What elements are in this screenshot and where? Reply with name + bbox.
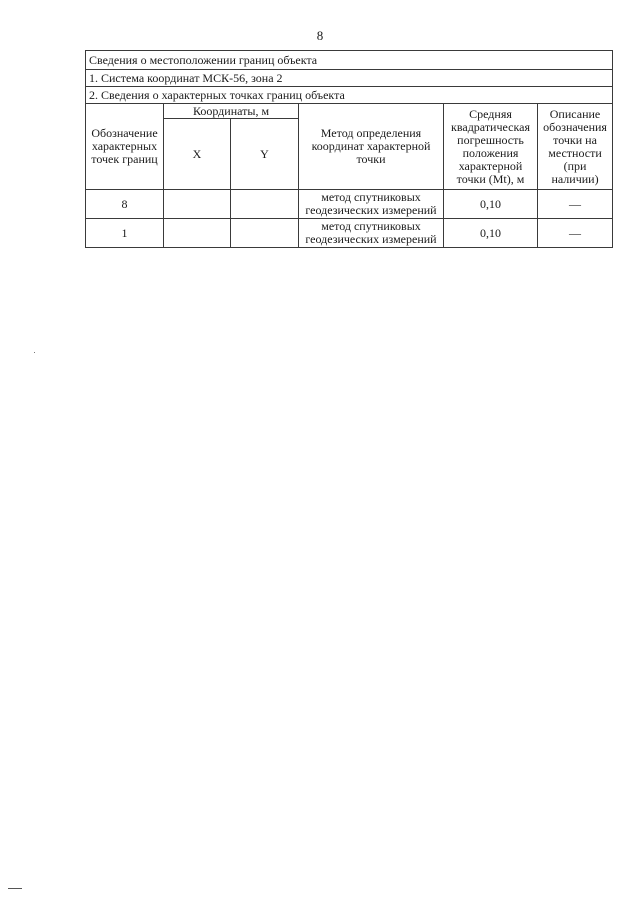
header-x: X: [164, 119, 231, 190]
point-method: метод спутниковых геодезических измерений: [299, 219, 444, 248]
scan-speck: [34, 352, 35, 353]
table-row: [86, 190, 613, 219]
point-x: [164, 190, 231, 219]
table-title: Сведения о местоположении границ объекта: [86, 51, 613, 70]
header-y: Y: [231, 119, 299, 190]
point-designation: 1: [86, 219, 164, 248]
boundary-points-table: [85, 50, 613, 248]
point-error: 0,10: [444, 219, 538, 248]
header-method: Метод определения координат характерной точки: [299, 104, 444, 190]
point-description: —: [538, 190, 613, 219]
point-y: [231, 190, 299, 219]
points-section-line: 2. Сведения о характерных точках границ объекта: [86, 87, 613, 104]
header-designation: Обозначение характерных точек границ: [86, 104, 164, 190]
point-x: [164, 219, 231, 248]
table-row: [86, 219, 613, 248]
point-method: метод спутниковых геодезических измерений: [299, 190, 444, 219]
point-error: 0,10: [444, 190, 538, 219]
scan-mark: [8, 888, 22, 889]
coordinate-system-line: 1. Система координат МСК-56, зона 2: [86, 70, 613, 87]
point-designation: 8: [86, 190, 164, 219]
header-description: Описание обозначения точки на местности (при наличии): [538, 104, 613, 190]
header-coordinates: Координаты, м: [164, 104, 299, 119]
page-number: 8: [316, 28, 324, 43]
point-description: —: [538, 219, 613, 248]
header-error: Средняя квадратическая погрешность положения характерной точки (Mt), м: [444, 104, 538, 190]
point-y: [231, 219, 299, 248]
